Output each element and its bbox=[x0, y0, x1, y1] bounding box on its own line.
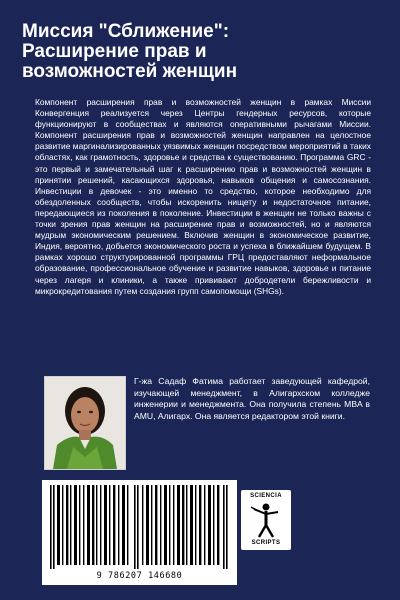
publisher-logo bbox=[241, 490, 291, 550]
book-description: Компонент расширения прав и возможностей женщин в рамках Миссии Конвергенция реализуется через Центры гендерных ресурсов, которые функционируют в сообществах и являются оперативными рычагами Миссии. Компонент расширения прав и возможностей женщин направлен на целостное развитие маргинализированных уязвимых женщин посредством мероприятий в таких областях, как грамотность, здоровье и средства к существованию. Программа GRC - это первый и замечательный шаг к расширению прав и возможностей женщин в принятии решений, касающихся здоровья, навыков общения и самосознания. Инвестиции в девочек - это именно то средство, которое необходимо для обездоленных сообществ, чтобы искоренить нищету и недостаточное питание, передающиеся из поколения в поколение. Инвестиции в женщин не только важны с точки зрения прав женщин на расширение прав и возможностей, но и являются мудрым экономическим решением. Включив женщин в экономическое развитие, Индия, вероятно, добьется экономического роста и успеха в ближайшем будущем. В рамках хорошо структурированной программы ГРЦ предоставляют неформальное образование, профессиональное обучение и развитие навыков, здоровье и питание через лагеря и клиники, а также прививают добродетели бережливости и микрокредитования путем создания групп самопомощи (SHGs). bbox=[35, 97, 371, 296]
author-bio: Г-жа Садаф Фатима работает заведующей кафедрой, изучающей менеджмент, в Алигархском колледже инженерии и менеджмента. Она получила степень MBA в AMU, Алигарх. Она является редактором этой книги. bbox=[134, 376, 370, 421]
barcode-icon bbox=[48, 485, 231, 569]
book-title: Миссия "Сближение": Расширение прав и возможностей женщин bbox=[22, 21, 238, 82]
isbn-number: 9 786207 146680 bbox=[96, 571, 183, 581]
author-photo bbox=[44, 376, 126, 470]
isbn-barcode bbox=[42, 480, 237, 585]
publisher-logo-top-text: SCIENCIA bbox=[250, 493, 282, 499]
scientist-figure-icon bbox=[250, 501, 282, 539]
publisher-logo-bottom-text: SCRIPTS bbox=[251, 540, 281, 546]
